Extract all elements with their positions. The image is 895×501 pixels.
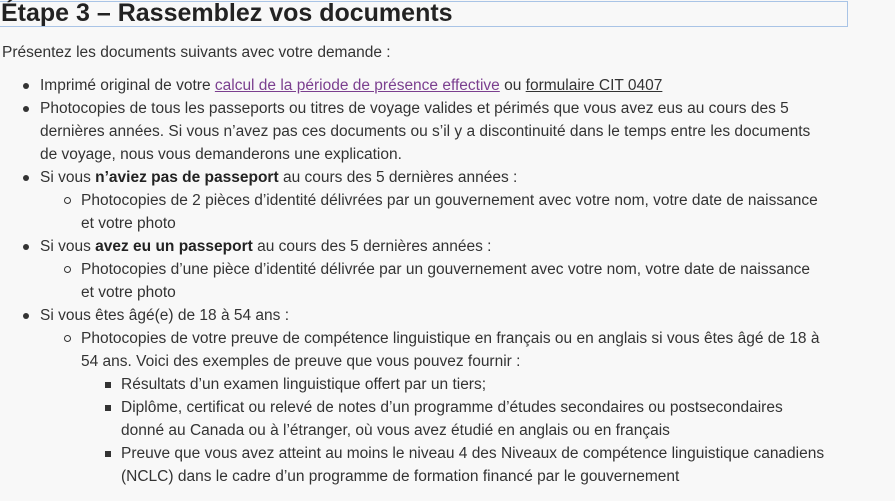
item-text: Si vous: [40, 169, 96, 186]
square-bullet-icon: [105, 451, 111, 457]
list-item-original-print: [0, 74, 880, 97]
list-item-no-passport: [0, 166, 880, 235]
form-cit-0407-link[interactable]: formulaire CIT 0407: [525, 77, 663, 94]
example-item-nclc-level: [81, 442, 880, 488]
item-text-line: dernières années. Si vous n’avez pas ces documents ou s’il y a discontinuité dans le temps entre les documents: [40, 123, 811, 140]
item-text-line: et votre photo: [81, 215, 176, 232]
item-text-line: Preuve que vous avez atteint au moins le niveau 4 des Niveaux de compétence linguistique canadiens: [121, 445, 825, 462]
disc-bullet-icon: [23, 244, 29, 250]
sub-item-one-id-document: [40, 258, 880, 304]
disc-bullet-icon: [23, 175, 29, 181]
item-text-line: Photocopies de 2 pièces d’identité délivrées par un gouvernement avec votre nom, votre date de naissance: [81, 192, 818, 209]
item-text-line: 54 ans. Voici des exemples de preuve que vous pouvez fournir :: [81, 353, 521, 370]
list-item-age-18-54: [0, 304, 880, 488]
page-title: Étape 3 – Rassemblez vos documents: [1, 0, 453, 27]
disc-bullet-icon: [23, 106, 29, 112]
item-text-line: Photocopies d’une pièce d’identité délivrée par un gouvernement avec votre nom, votre date de naissance: [81, 261, 810, 278]
item-text-line: Diplôme, certificat ou relevé de notes d’un programme d’études secondaires ou postsecondaires: [121, 399, 783, 416]
item-text-line: Photocopies de votre preuve de compétence linguistique en français ou en anglais si vous êtes âgé de 18 à: [81, 330, 820, 347]
square-bullet-icon: [105, 405, 111, 411]
list-item-had-passport: [0, 235, 880, 304]
sub-item-two-id-documents: [40, 189, 880, 235]
item-text: Imprimé original de votre: [40, 77, 215, 94]
item-text: au cours des 5 dernières années :: [278, 169, 518, 186]
list-item-passport-copies: [0, 97, 880, 166]
disc-bullet-icon: [23, 313, 29, 319]
item-text-line: Photocopies de tous les passeports ou titres de voyage valides et périmés que vous avez eus au cours des 5: [40, 100, 789, 117]
item-text: au cours des 5 dernières années :: [252, 238, 492, 255]
example-item-diploma: [81, 396, 880, 442]
example-item-test-results: [81, 373, 880, 396]
item-text: ou: [499, 77, 526, 94]
circle-bullet-icon: [64, 197, 71, 204]
item-text-line: donné au Canada ou à l’étranger, où vous avez étudié en anglais ou en français: [121, 422, 670, 439]
item-text: Si vous êtes âgé(e) de 18 à 54 ans :: [40, 307, 290, 324]
item-text-line: (NCLC) dans le cadre d’un programme de formation financé par le gouvernement: [121, 468, 680, 485]
intro-text: Présentez les documents suivants avec votre demande :: [2, 44, 391, 61]
item-bold-text: avez eu un passeport: [95, 238, 253, 255]
disc-bullet-icon: [23, 83, 29, 89]
item-text-line: de voyage, nous vous demanderons une explication.: [40, 146, 402, 163]
circle-bullet-icon: [64, 266, 71, 273]
item-text: Résultats d’un examen linguistique offert par un tiers;: [121, 376, 487, 393]
item-text: Si vous: [40, 238, 96, 255]
sub-item-language-proof: [40, 327, 880, 488]
item-bold-text: n’aviez pas de passeport: [95, 169, 279, 186]
circle-bullet-icon: [64, 335, 71, 342]
item-text-line: et votre photo: [81, 284, 176, 301]
documents-list: [0, 74, 880, 488]
square-bullet-icon: [105, 382, 111, 388]
presence-calculation-link[interactable]: calcul de la période de présence effective: [214, 77, 500, 94]
